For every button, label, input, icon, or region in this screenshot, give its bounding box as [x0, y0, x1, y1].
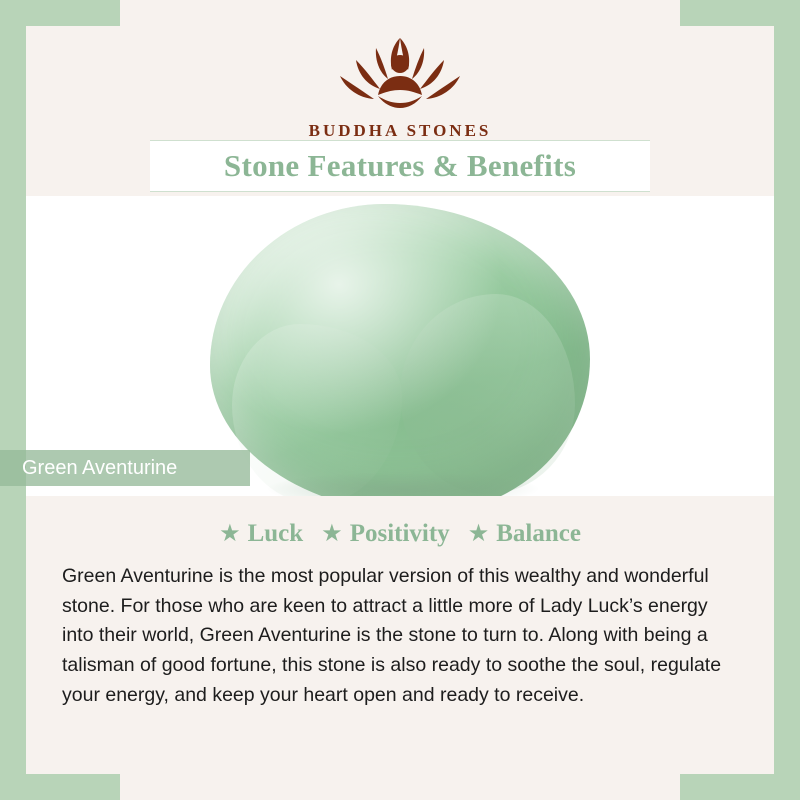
lotus-meditation-icon — [320, 22, 480, 117]
brand-logo-block — [0, 22, 800, 141]
keyword-item-luck — [219, 520, 303, 548]
frame-band-bottom-right — [680, 774, 800, 800]
stone-image — [210, 204, 590, 496]
stone-name-label: Green Aventurine — [22, 456, 178, 479]
stone-name-banner — [0, 450, 250, 486]
description-paragraph: Green Aventurine is the most popular version of this wealthy and wonderful stone. For those who are keen to attract a little more of Lady Luck’s energy into their world, Green Aventurine is the stone to turn to. Along with being a talisman of good fortune, this stone is also ready to soothe the soul, regulate your energy, and keep your heart open and ready to receive. — [62, 565, 722, 706]
stone-facet-left — [232, 324, 402, 496]
star-icon: ★ — [321, 520, 343, 547]
frame-band-bottom-left — [0, 774, 120, 800]
stone-description-section — [26, 496, 774, 774]
keyword-label: Positivity — [349, 520, 450, 547]
section-title-bar — [150, 140, 650, 192]
keyword-label: Luck — [247, 520, 304, 547]
brand-name: BUDDHA STONES — [308, 121, 492, 140]
keyword-item-balance — [468, 520, 581, 548]
page-title: Stone Features & Benefits — [223, 148, 577, 183]
keyword-list — [26, 520, 774, 548]
stone-facet-right — [400, 294, 575, 494]
star-icon: ★ — [219, 520, 241, 547]
stone-body — [210, 204, 590, 496]
keyword-item-positivity — [321, 520, 450, 548]
keyword-label: Balance — [496, 520, 581, 547]
star-icon: ★ — [467, 520, 490, 547]
